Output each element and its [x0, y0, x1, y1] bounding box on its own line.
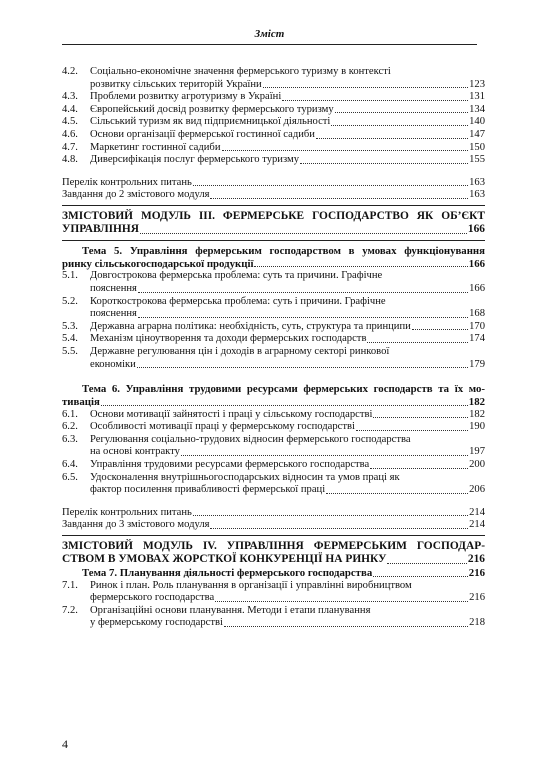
dot-leader [373, 576, 468, 577]
section-number: 7.2. [62, 604, 78, 616]
toc-entry[interactable] [62, 66, 485, 91]
dot-leader [193, 185, 468, 186]
toc-entry[interactable] [62, 129, 485, 142]
control-questions-entry[interactable] [62, 177, 485, 190]
toc-entry[interactable] [62, 434, 485, 459]
toc-entry-label: Завдання до 2 змістового модуля [62, 189, 210, 201]
dot-leader [316, 138, 468, 139]
separator-rule [62, 535, 485, 536]
toc-page-number: 216 [467, 553, 485, 566]
toc-page-number: 179 [469, 358, 485, 370]
toc-page-number: 206 [469, 484, 485, 496]
dot-leader [210, 528, 468, 529]
dot-leader [331, 125, 468, 126]
section-number: 6.2. [62, 421, 78, 433]
section-number: 6.1. [62, 408, 78, 420]
toc-entry[interactable] [62, 346, 485, 371]
topic-heading-line: Тема 6. Управління трудовими ресурсами фермерських господарств та їх мо- [82, 383, 485, 396]
toc-entry[interactable] [62, 296, 485, 321]
toc-entry-title: Маркетинг гостинної садиби [90, 141, 221, 153]
toc-entry-title: Ринок і план. Роль планування в організації і управлінні виробництвом [90, 579, 412, 591]
toc-entry-title: Механізм ціноутворення та доходи фермерських господарств [90, 333, 367, 345]
toc-entry[interactable] [62, 142, 485, 155]
table-of-contents [62, 66, 485, 630]
toc-entry[interactable] [62, 333, 485, 346]
topic-5-heading[interactable] [62, 245, 485, 271]
section-number: 5.1. [62, 270, 78, 282]
separator-rule [62, 205, 485, 206]
toc-page-number: 168 [469, 308, 485, 320]
running-head: Зміст [254, 28, 285, 40]
dot-leader [263, 87, 468, 88]
toc-entry[interactable] [62, 321, 485, 334]
dot-leader [210, 198, 468, 199]
dot-leader [370, 468, 468, 469]
toc-entry-title: пояснення [90, 308, 137, 320]
control-questions-entry[interactable] [62, 507, 485, 520]
toc-entry-title: Основи мотивації зайнятості і праці у сільському господарстві [90, 408, 373, 420]
dot-leader [138, 317, 468, 318]
toc-page-number: 166 [467, 223, 485, 236]
dot-leader [367, 342, 468, 343]
toc-entry[interactable] [62, 104, 485, 117]
section-number: 6.4. [62, 459, 78, 471]
toc-entry-title: Диверсифікація послуг фермерського туризму [90, 154, 300, 166]
toc-entry-title: розвитку сільських територій України [90, 78, 262, 90]
toc-entry[interactable] [62, 91, 485, 104]
toc-entry[interactable] [62, 421, 485, 434]
section-number: 5.4. [62, 333, 78, 345]
toc-entry-title: економіки [90, 358, 136, 370]
toc-page-number: 190 [469, 421, 485, 433]
toc-entry-title: Довгострокова фермерська проблема: суть та причини. Графічне [90, 270, 383, 282]
chapter-4-entries [62, 66, 485, 167]
toc-entry-label: Перелік контрольних питань [62, 506, 192, 518]
header-rule [62, 44, 477, 45]
module-heading-line: СТВОМ В УМОВАХ ЖОРСТКОЇ КОНКУРЕНЦІЇ НА РИНКУ [62, 553, 387, 566]
toc-entry[interactable] [62, 580, 485, 605]
toc-page-number: 155 [469, 154, 485, 166]
module-tasks-entry[interactable] [62, 519, 485, 532]
section-number: 4.2. [62, 66, 78, 77]
separator-rule [62, 240, 485, 241]
dot-leader [181, 455, 468, 456]
section-number: 4.5. [62, 116, 78, 128]
dot-leader [254, 266, 467, 267]
toc-entry-title: Європейський досвід розвитку фермерського туризму [90, 103, 334, 115]
toc-page-number: 200 [469, 459, 485, 471]
module-tasks-entry[interactable] [62, 189, 485, 202]
toc-entry-title: Організаційні основи планування. Методи і етапи планування [90, 604, 371, 616]
toc-page-number: 140 [469, 116, 485, 128]
topic-heading-line: ринку сільськогосподарської продукції [62, 257, 254, 270]
toc-entry-title: фактор посилення привабливості фермерської праці [90, 484, 326, 496]
toc-entry-title: Державна аграрна політика: необхідність, суть, структура та принципи [90, 320, 411, 332]
dot-leader [224, 626, 468, 627]
section-number: 7.1. [62, 579, 78, 591]
dot-leader [326, 493, 468, 494]
module-heading-line: УПРАВЛІННЯ [62, 223, 139, 236]
toc-entry[interactable] [62, 459, 485, 472]
toc-entry-title: на основі контракту [90, 446, 180, 458]
section-number: 5.3. [62, 320, 78, 332]
section-number: 6.5. [62, 471, 78, 483]
toc-entry-title: Сільський туризм як вид підприємницької діяльності [90, 116, 331, 128]
dot-leader [373, 417, 468, 418]
toc-entry[interactable] [62, 605, 485, 630]
toc-page-number: 134 [469, 103, 485, 115]
toc-entry-title: Основи організації фермерської гостинної садиби [90, 128, 315, 140]
section-number: 4.4. [62, 103, 78, 115]
topic-5-entries [62, 270, 485, 371]
topic-6-heading[interactable] [62, 383, 485, 409]
dot-leader [138, 292, 468, 293]
toc-page-number: 163 [469, 189, 485, 201]
topic-heading-line: Тема 7. Планування діяльності фермерського господарства [82, 566, 373, 579]
toc-entry-label: Перелік контрольних питань [62, 176, 192, 188]
toc-page-number: 123 [469, 78, 485, 90]
toc-entry-title: Удосконалення внутрішньогосподарських відносин та умов праці як [90, 471, 400, 483]
toc-entry[interactable] [62, 154, 485, 167]
toc-page-number: 216 [469, 592, 485, 604]
topic-7-heading[interactable] [62, 567, 485, 580]
toc-page-number: 182 [468, 395, 485, 408]
toc-page-number: 214 [469, 506, 485, 518]
section-number: 5.2. [62, 295, 78, 307]
dot-leader [193, 515, 468, 516]
toc-entry-title: Особливості мотивації праці у фермерському господарстві [90, 421, 355, 433]
module-4-heading[interactable] [62, 540, 485, 567]
toc-entry-title: фермерського господарства [90, 592, 215, 604]
module-heading-line: ЗМІСТОВИЙ МОДУЛЬ IV. УПРАВЛІННЯ ФЕРМЕРСЬКИМ ГОСПОДАР- [62, 540, 485, 553]
dot-leader [356, 430, 468, 431]
toc-page-number: 131 [469, 91, 485, 103]
toc-page-number: 182 [469, 408, 485, 420]
toc-page-number: 214 [469, 519, 485, 531]
toc-entry-title: Соціально-економічне значення фермерського туризму в контексті [90, 66, 391, 77]
page-number: 4 [62, 737, 68, 751]
topic-heading-line: Тема 5. Управління фермерським господарством в умовах функціонування [82, 244, 485, 257]
dot-leader [215, 601, 468, 602]
toc-entry-label: Завдання до 3 змістового модуля [62, 519, 210, 531]
toc-entry-title: Проблеми розвитку агротуризму в Україні [90, 91, 282, 103]
dot-leader [335, 112, 468, 113]
dot-leader [282, 100, 468, 101]
module-heading-line: ЗМІСТОВИЙ МОДУЛЬ ІІІ. ФЕРМЕРСЬКЕ ГОСПОДАРСТВО ЯК ОБ’ЄКТ [62, 209, 485, 222]
toc-entry-title: у фермерському господарстві [90, 617, 223, 629]
dot-leader [140, 233, 467, 234]
toc-entry-title: Державне регулювання цін і доходів в аграрному секторі ринкової [90, 345, 390, 357]
section-number: 4.3. [62, 91, 78, 103]
dot-leader [300, 163, 468, 164]
section-number: 4.7. [62, 141, 78, 153]
toc-entry[interactable] [62, 472, 485, 497]
dot-leader [412, 329, 468, 330]
toc-page-number: 218 [469, 617, 485, 629]
topic-6-entries [62, 409, 485, 497]
section-number: 4.6. [62, 128, 78, 140]
toc-page-number: 170 [469, 320, 485, 332]
toc-page-number: 216 [468, 566, 485, 579]
section-number: 6.3. [62, 433, 78, 445]
toc-page-number: 166 [469, 282, 485, 294]
toc-page-number: 197 [469, 446, 485, 458]
toc-page-number: 163 [469, 176, 485, 188]
section-number: 5.5. [62, 345, 78, 357]
toc-entry[interactable] [62, 270, 485, 295]
toc-entry-title: Короткострокова фермерська проблема: суть і причини. Графічне [90, 295, 386, 307]
toc-entry-title: Управління трудовими ресурсами фермерського господарства [90, 459, 370, 471]
toc-page-number: 147 [469, 128, 485, 140]
toc-entry-title: Регулювання соціально-трудових відносин фермерського господарства [90, 433, 411, 445]
dot-leader [387, 563, 466, 564]
toc-page-number: 166 [468, 257, 485, 270]
dot-leader [101, 405, 468, 406]
dot-leader [137, 367, 468, 368]
topic-heading-line: тивація [62, 395, 100, 408]
section-number: 4.8. [62, 154, 78, 166]
toc-page-number: 174 [469, 333, 485, 345]
toc-page-number: 150 [469, 141, 485, 153]
module-3-heading[interactable] [62, 210, 485, 237]
dot-leader [222, 150, 469, 151]
toc-entry-title: пояснення [90, 282, 137, 294]
topic-7-entries [62, 580, 485, 630]
toc-entry[interactable] [62, 116, 485, 129]
toc-entry[interactable] [62, 409, 485, 422]
